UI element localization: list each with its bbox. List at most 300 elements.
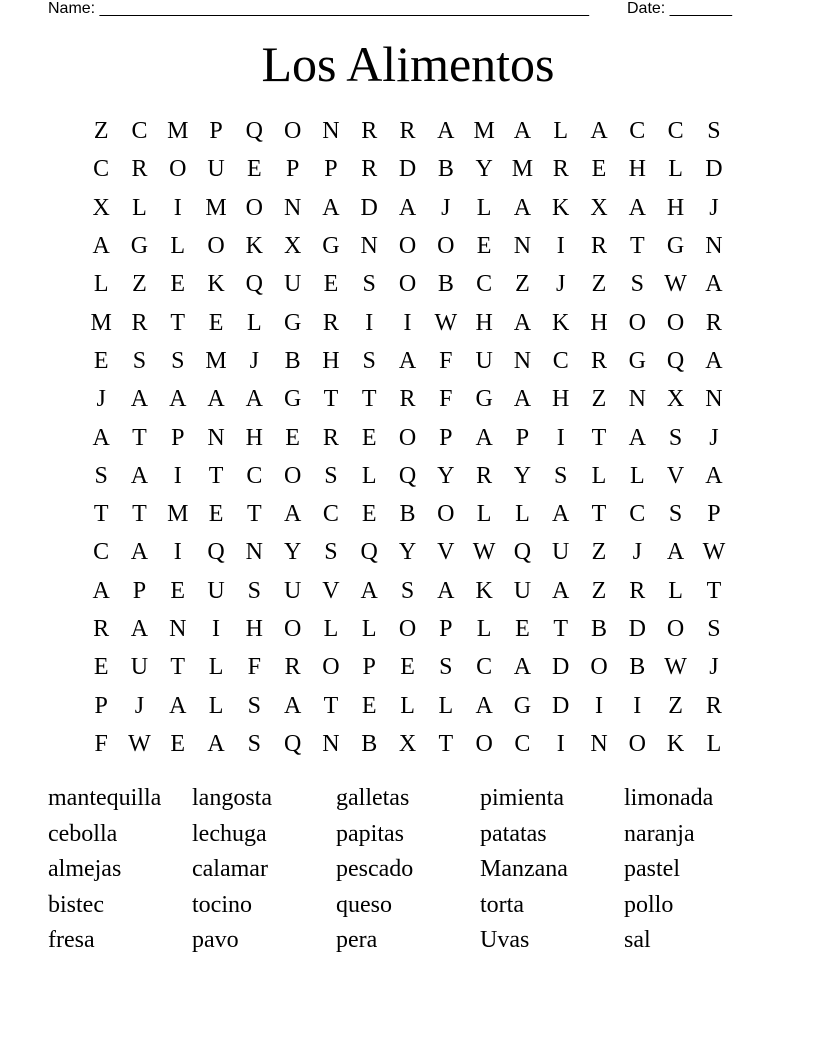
grid-letter: R	[552, 156, 569, 183]
grid-letter: T	[93, 501, 109, 528]
grid-row	[82, 303, 734, 341]
grid-letter: A	[130, 539, 149, 566]
grid-letter: Y	[283, 539, 302, 566]
grid-letter: R	[399, 118, 416, 145]
word-bank-item: pescado	[336, 856, 414, 882]
grid-letter: L	[93, 271, 109, 298]
grid-letter: C	[322, 501, 339, 528]
grid-letter: P	[515, 424, 530, 451]
word-bank-item: patatas	[480, 820, 547, 847]
grid-letter: Q	[360, 539, 378, 566]
grid-letter: L	[438, 692, 454, 719]
grid-letter: R	[705, 309, 722, 336]
grid-row	[82, 457, 734, 495]
grid-letter: A	[207, 730, 225, 757]
grid-letter: O	[283, 118, 302, 145]
grid-letter: C	[629, 501, 646, 528]
grid-letter: L	[668, 156, 683, 183]
grid-letter: A	[475, 692, 493, 719]
grid-letter: L	[706, 730, 722, 757]
word-bank-item: Manzana	[480, 856, 568, 882]
grid-letter: Y	[475, 156, 493, 183]
grid-letter: I	[556, 730, 565, 757]
grid-letter: J	[441, 194, 451, 221]
grid-letter: C	[476, 271, 493, 298]
grid-letter: T	[706, 577, 722, 604]
grid-letter: O	[398, 233, 417, 260]
grid-letter: Z	[668, 692, 683, 719]
grid-letter: Y	[398, 539, 417, 566]
grid-letter: J	[96, 386, 106, 413]
grid-letter: C	[246, 462, 263, 489]
grid-letter: L	[361, 616, 377, 642]
grid-letter: R	[591, 347, 608, 374]
grid-letter: L	[361, 462, 377, 489]
grid-letter: S	[630, 271, 644, 298]
word-bank-item: lechuga	[192, 820, 267, 847]
grid-letter: Z	[132, 271, 147, 298]
grid-letter: A	[513, 118, 532, 145]
grid-letter: E	[323, 271, 339, 298]
grid-letter: P	[94, 692, 108, 719]
grid-letter: I	[212, 616, 221, 642]
word-bank-item: papitas	[336, 820, 404, 847]
grid-letter: B	[437, 156, 454, 183]
grid-letter: A	[666, 539, 685, 566]
grid-letter: N	[169, 616, 187, 642]
grid-letter: B	[399, 501, 416, 528]
grid-letter: S	[94, 462, 108, 489]
grid-letter: M	[167, 501, 189, 528]
grid-letter: C	[131, 118, 148, 145]
grid-letter: B	[591, 616, 608, 642]
grid-row	[82, 610, 734, 648]
grid-row	[82, 572, 734, 610]
grid-letter: N	[322, 118, 340, 145]
grid-letter: O	[398, 271, 417, 298]
grid-letter: R	[361, 156, 378, 183]
grid-letter: H	[245, 616, 263, 642]
grid-letter: O	[590, 654, 608, 681]
grid-letter: L	[515, 501, 530, 528]
grid-letter: R	[131, 309, 148, 336]
grid-letter: E	[93, 654, 109, 681]
grid-letter: H	[322, 347, 340, 374]
grid-letter: O	[169, 156, 187, 183]
word-bank-item: fresa	[48, 927, 95, 953]
grid-row	[82, 380, 734, 418]
grid-letter: O	[628, 309, 646, 336]
grid-letter: Q	[245, 271, 263, 298]
grid-letter: A	[130, 616, 149, 642]
grid-letter: S	[362, 347, 376, 374]
grid-letter: L	[476, 616, 492, 642]
grid-letter: N	[207, 424, 225, 451]
grid-letter: E	[361, 424, 377, 451]
grid-letter: N	[322, 730, 340, 757]
grid-letter: E	[476, 233, 492, 260]
grid-letter: L	[323, 616, 339, 642]
grid-letter: K	[552, 309, 570, 336]
grid-letter: Q	[666, 347, 685, 374]
grid-letter: X	[666, 386, 685, 413]
grid-letter: T	[247, 501, 262, 528]
grid-letter: R	[322, 309, 339, 336]
grid-letter: S	[247, 730, 262, 757]
grid-letter: Q	[245, 118, 263, 145]
word-bank-item: naranja	[624, 820, 695, 847]
grid-letter: I	[173, 194, 182, 221]
grid-letter: L	[132, 194, 147, 221]
date-field-label: Date: _______	[627, 0, 732, 17]
grid-letter: M	[511, 156, 534, 183]
grid-letter: E	[400, 654, 415, 681]
word-bank-item: pera	[336, 927, 378, 953]
grid-letter: A	[705, 347, 723, 374]
grid-letter: A	[552, 577, 570, 604]
grid-letter: R	[476, 462, 493, 489]
grid-letter: A	[360, 577, 378, 604]
grid-letter: Y	[437, 462, 455, 489]
grid-letter: E	[285, 424, 300, 451]
grid-letter: Z	[591, 577, 607, 604]
grid-letter: C	[629, 118, 646, 145]
word-bank-item: pastel	[624, 856, 680, 882]
grid-letter: W	[472, 539, 496, 566]
grid-letter: S	[707, 118, 721, 145]
grid-letter: A	[283, 692, 302, 719]
grid-letter: A	[92, 424, 110, 451]
grid-letter: O	[475, 730, 493, 757]
grid-letter: H	[628, 156, 646, 183]
grid-letter: T	[361, 386, 377, 413]
word-bank-item: mantequilla	[48, 785, 162, 811]
grid-letter: I	[633, 692, 642, 719]
grid-letter: T	[323, 692, 339, 719]
grid-letter: V	[437, 539, 455, 566]
grid-letter: P	[439, 424, 453, 451]
grid-letter: A	[245, 386, 263, 413]
grid-letter: S	[171, 347, 185, 374]
grid-letter: A	[437, 577, 455, 604]
grid-letter: R	[705, 692, 722, 719]
grid-letter: R	[361, 118, 378, 145]
grid-letter: M	[205, 347, 227, 374]
grid-letter: P	[707, 501, 721, 528]
grid-letter: H	[552, 386, 570, 413]
grid-letter: O	[437, 501, 455, 528]
grid-letter: A	[169, 692, 187, 719]
grid-letter: T	[438, 730, 454, 757]
grid-letter: X	[92, 194, 110, 221]
grid-letter: J	[134, 692, 145, 719]
grid-letter: Z	[591, 271, 607, 298]
grid-letter: R	[284, 654, 301, 681]
grid-letter: A	[628, 424, 646, 451]
word-bank-item: limonada	[624, 785, 714, 811]
grid-letter: L	[668, 577, 683, 604]
grid-letter: L	[208, 654, 224, 681]
grid-row	[82, 189, 734, 227]
grid-letter: A	[705, 462, 723, 489]
grid-letter: E	[515, 616, 530, 642]
grid-letter: O	[628, 730, 646, 757]
grid-letter: A	[92, 233, 110, 260]
grid-letter: R	[591, 233, 608, 260]
grid-letter: E	[93, 347, 109, 374]
grid-letter: W	[434, 309, 458, 336]
grid-letter: P	[132, 577, 147, 604]
grid-letter: M	[473, 118, 495, 145]
grid-letter: D	[398, 156, 417, 183]
grid-letter: S	[439, 654, 453, 681]
grid-row	[82, 150, 734, 188]
grid-letter: F	[439, 347, 453, 374]
grid-letter: I	[556, 233, 565, 260]
grid-letter: E	[170, 577, 186, 604]
word-bank-item: pimienta	[480, 785, 564, 811]
grid-letter: K	[207, 271, 225, 298]
grid-letter: Q	[513, 539, 532, 566]
grid-letter: F	[94, 730, 108, 757]
grid-letter: A	[437, 118, 455, 145]
grid-letter: T	[591, 501, 607, 528]
header	[48, 0, 748, 20]
grid-letter: P	[209, 118, 223, 145]
grid-letter: P	[324, 156, 338, 183]
grid-letter: L	[170, 233, 186, 260]
grid-letter: T	[553, 616, 569, 642]
grid-letter: W	[664, 271, 687, 298]
grid-letter: A	[513, 386, 532, 413]
grid-letter: E	[247, 156, 262, 183]
grid-letter: A	[398, 347, 417, 374]
grid-row	[82, 265, 734, 303]
grid-letter: N	[513, 347, 532, 374]
grid-letter: W	[702, 539, 726, 566]
grid-letter: E	[170, 730, 186, 757]
grid-letter: S	[668, 501, 683, 528]
grid-letter: U	[207, 156, 225, 183]
grid-letter: J	[709, 654, 719, 681]
grid-letter: A	[705, 271, 723, 298]
grid-letter: M	[205, 194, 227, 221]
grid-letter: R	[322, 424, 339, 451]
grid-letter: U	[283, 577, 302, 604]
grid-letter: B	[629, 654, 646, 681]
word-bank-item: bistec	[48, 891, 104, 918]
grid-row	[82, 725, 734, 763]
grid-letter: G	[513, 692, 532, 719]
grid-letter: L	[400, 692, 415, 719]
grid-letter: L	[476, 501, 492, 528]
grid-letter: Z	[93, 118, 109, 145]
grid-letter: I	[595, 692, 603, 719]
grid-letter: Q	[207, 539, 225, 566]
grid-letter: G	[130, 233, 149, 260]
grid-letter: Z	[515, 271, 530, 298]
grid-letter: U	[513, 577, 532, 604]
name-field-label: Name: _______________________________________________________	[48, 0, 589, 17]
grid-letter: X	[283, 233, 302, 260]
grid-letter: O	[207, 233, 225, 260]
grid-letter: I	[173, 462, 182, 489]
grid-letter: R	[399, 386, 416, 413]
grid-letter: O	[666, 616, 685, 642]
grid-letter: O	[283, 616, 302, 642]
grid-letter: O	[437, 233, 455, 260]
grid-letter: B	[361, 730, 378, 757]
grid-letter: O	[245, 194, 263, 221]
grid-letter: X	[590, 194, 608, 221]
grid-letter: T	[323, 386, 339, 413]
grid-letter: L	[476, 194, 492, 221]
grid-letter: S	[554, 462, 568, 489]
grid-letter: P	[171, 424, 185, 451]
grid-letter: D	[552, 654, 570, 681]
grid-letter: A	[92, 577, 110, 604]
grid-letter: S	[132, 347, 147, 374]
grid-letter: T	[629, 233, 645, 260]
grid-letter: N	[705, 386, 723, 413]
grid-letter: D	[628, 616, 646, 642]
grid-letter: A	[552, 501, 570, 528]
grid-letter: A	[475, 424, 493, 451]
grid-letter: G	[283, 386, 302, 413]
grid-letter: J	[709, 424, 719, 451]
grid-letter: L	[629, 462, 645, 489]
word-bank-item: Uvas	[480, 927, 530, 953]
grid-letter: J	[632, 539, 642, 566]
grid-letter: V	[322, 577, 340, 604]
grid-letter: G	[475, 386, 493, 413]
grid-letter: Y	[513, 462, 532, 489]
grid-letter: U	[552, 539, 570, 566]
grid-letter: S	[668, 424, 683, 451]
grid-letter: L	[591, 462, 607, 489]
grid-letter: A	[283, 501, 302, 528]
grid-letter: O	[283, 462, 302, 489]
grid-letter: E	[591, 156, 607, 183]
grid-letter: N	[360, 233, 378, 260]
grid-row	[82, 227, 734, 265]
grid-letter: H	[245, 424, 263, 451]
grid-letter: M	[90, 309, 112, 336]
grid-letter: X	[398, 730, 417, 757]
grid-letter: A	[398, 194, 417, 221]
grid-letter: S	[247, 692, 262, 719]
grid-letter: A	[130, 386, 149, 413]
grid-letter: G	[666, 233, 685, 260]
grid-letter: U	[475, 347, 493, 374]
grid-letter: L	[247, 309, 262, 336]
grid-letter: C	[552, 347, 569, 374]
grid-letter: D	[360, 194, 378, 221]
grid-letter: D	[552, 692, 570, 719]
word-bank-item: tocino	[192, 891, 252, 918]
grid-letter: C	[476, 654, 493, 681]
grid-letter: S	[247, 577, 262, 604]
grid-letter: L	[208, 692, 224, 719]
grid-letter: A	[322, 194, 340, 221]
grid-row	[82, 533, 734, 571]
grid-letter: T	[132, 501, 147, 528]
grid-row	[82, 112, 734, 150]
grid-letter: K	[475, 577, 493, 604]
grid-letter: J	[709, 194, 719, 221]
grid-letter: T	[591, 424, 607, 451]
grid-letter: C	[667, 118, 684, 145]
grid-letter: N	[283, 194, 302, 221]
grid-letter: R	[93, 616, 110, 642]
grid-letter: E	[208, 309, 224, 336]
grid-letter: U	[207, 577, 225, 604]
grid-letter: F	[247, 654, 262, 681]
grid-letter: I	[556, 424, 565, 451]
word-bank-item: galletas	[336, 785, 410, 811]
grid-letter: G	[283, 309, 302, 336]
grid-letter: D	[705, 156, 723, 183]
grid-letter: W	[128, 730, 151, 757]
word-bank	[48, 781, 768, 959]
grid-letter: N	[513, 233, 532, 260]
grid-letter: R	[131, 156, 148, 183]
grid-letter: S	[324, 539, 338, 566]
grid-letter: S	[324, 462, 338, 489]
grid-letter: K	[245, 233, 263, 260]
grid-letter: Q	[398, 462, 417, 489]
grid-letter: A	[130, 462, 149, 489]
grid-row	[82, 648, 734, 686]
grid-letter: I	[173, 539, 182, 566]
grid-letter: A	[628, 194, 646, 221]
grid-letter: V	[666, 462, 685, 489]
word-bank-item: calamar	[192, 856, 268, 882]
grid-letter: N	[705, 233, 723, 260]
grid-letter: T	[132, 424, 147, 451]
word-search-grid	[82, 112, 734, 763]
grid-letter: N	[245, 539, 263, 566]
grid-letter: F	[439, 386, 453, 413]
grid-letter: P	[439, 616, 453, 642]
grid-letter: E	[361, 501, 377, 528]
grid-letter: A	[207, 386, 225, 413]
grid-letter: O	[666, 309, 685, 336]
grid-letter: T	[208, 462, 224, 489]
grid-letter: G	[628, 347, 646, 374]
grid-letter: S	[400, 577, 415, 604]
grid-letter: J	[556, 271, 566, 298]
grid-letter: T	[170, 309, 186, 336]
grid-letter: B	[437, 271, 454, 298]
grid-letter: M	[167, 118, 189, 145]
grid-letter: E	[208, 501, 224, 528]
grid-letter: A	[513, 309, 532, 336]
grid-letter: Z	[591, 386, 607, 413]
grid-letter: O	[322, 654, 340, 681]
grid-letter: G	[322, 233, 340, 260]
grid-letter: I	[365, 309, 374, 336]
grid-letter: H	[475, 309, 493, 336]
grid-letter: Z	[591, 539, 607, 566]
grid-letter: H	[590, 309, 608, 336]
grid-letter: B	[284, 347, 301, 374]
word-bank-item: sal	[624, 927, 651, 953]
grid-letter: C	[93, 539, 110, 566]
grid-letter: K	[552, 194, 570, 221]
grid-row	[82, 686, 734, 724]
page-title: Los Alimentos	[261, 36, 555, 92]
